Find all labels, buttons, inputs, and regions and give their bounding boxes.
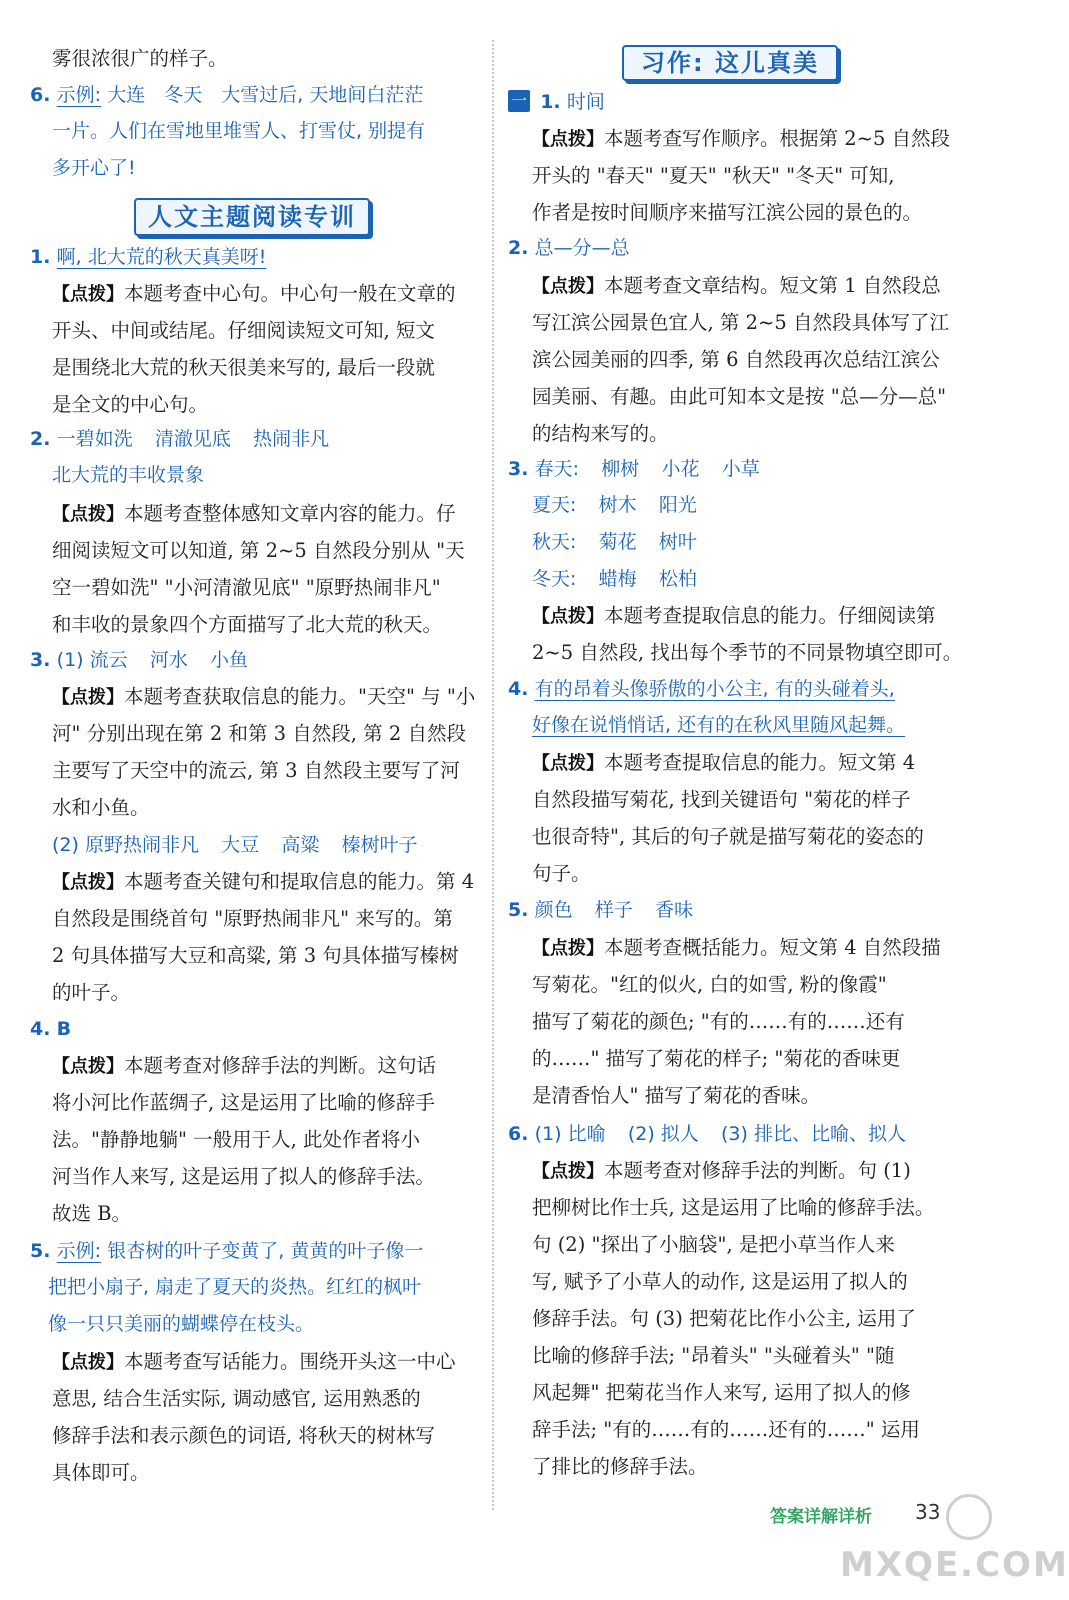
tip-2-line2: 细阅读短文可以知道, 第 2~5 自然段分别从 "天 [52,539,465,562]
tip-3b-line3: 2 句具体描写大豆和高粱, 第 3 句具体描写榛树 [52,944,459,967]
tip-r6-line2: 把柳树比作士兵, 这是运用了比喻的修辞手法。 [532,1196,935,1219]
tip-r6-line4: 写, 赋予了小草人的动作, 这是运用了拟人的 [532,1270,908,1293]
tip-r3-line2: 2~5 自然段, 找出每个季节的不同景物填空即可。 [532,641,963,664]
watermark-text: MXQE.COM [840,1545,1069,1585]
answer-r3-winter: 冬天: 蜡梅 松柏 [532,568,697,590]
tip-3a-line4: 水和小鱼。 [52,796,150,819]
answer-4: 4. B [30,1018,72,1040]
tip-r4-line1: 【点拨】本题考查提取信息的能力。短文第 4 [532,751,916,774]
answer-5: 5. 示例: 银杏树的叶子变黄了, 黄黄的叶子像一 [30,1240,424,1262]
tip-r5-line4: 的……" 描写了菊花的样子; "菊花的香味更 [532,1047,901,1070]
tip-2-line1: 【点拨】本题考查整体感知文章内容的能力。仔 [52,502,456,525]
tip-r6-line1: 【点拨】本题考查对修辞手法的判断。句 (1) [532,1159,911,1182]
answer-6-line3: 多开心了! [52,157,136,179]
column-divider [492,40,494,1510]
tip-r1-line1: 【点拨】本题考查写作顺序。根据第 2~5 自然段 [532,127,951,150]
tip-r6-line5: 修辞手法。句 (3) 把菊花比作小公主, 运用了 [532,1307,916,1330]
tip-3a-line2: 河" 分别出现在第 2 和第 3 自然段, 第 2 自然段 [52,722,466,745]
tip-r5-line1: 【点拨】本题考查概括能力。短文第 4 自然段描 [532,936,941,959]
tip-r5-line3: 描写了菊花的颜色; "有的……有的……还有 [532,1010,905,1033]
answer-r3-summer: 夏天: 树木 阳光 [532,494,697,516]
tip-r4-line4: 句子。 [532,862,591,885]
answer-1: 1. 啊, 北大荒的秋天真美呀! [30,246,267,268]
answer-r3-autumn: 秋天: 菊花 树叶 [532,531,697,553]
answer-6-line2: 一片。人们在雪地里堆雪人、打雪仗, 别提有 [52,120,426,142]
tip-r2-line3: 滨公园美丽的四季, 第 6 自然段再次总结江滨公 [532,348,940,371]
tip-3b-line4: 的叶子。 [52,981,131,1004]
tip-2-line3: 空一碧如洗" "小河清澈见底" "原野热闹非凡" [52,576,441,599]
answer-r6: 6. (1) 比喻 (2) 拟人 (3) 排比、比喻、拟人 [508,1123,906,1145]
tip-r2-line2: 写江滨公园景色宜人, 第 2~5 自然段具体写了江 [532,311,949,334]
part-one-badge: 一 [508,90,530,112]
tip-3a-line3: 主要写了天空中的流云, 第 3 自然段主要写了河 [52,759,460,782]
tip-5-line3: 修辞手法和表示颜色的词语, 将秋天的树林写 [52,1424,435,1447]
tip-r5-line5: 是清香怡人" 描写了菊花的香味。 [532,1084,821,1107]
tip-3a-line1: 【点拨】本题考查获取信息的能力。"天空" 与 "小 [52,685,476,708]
tip-4-line1: 【点拨】本题考查对修辞手法的判断。这句话 [52,1054,437,1077]
answer-r1: 一 1. 时间 [508,83,966,120]
tip-r5-line2: 写菊花。"红的似火, 白的如雪, 粉的像霞" [532,973,887,996]
footer-label: 答案详解详析 [770,1507,872,1527]
answer-r2: 2. 总—分—总 [508,237,630,259]
answer-r4: 4. 有的昂着头像骄傲的小公主, 有的头碰着头, [508,678,895,700]
tip-r6-line7: 风起舞" 把菊花当作人来写, 运用了拟人的修 [532,1381,911,1404]
tip-4-line2: 将小河比作蓝绸子, 这是运用了比喻的修辞手 [52,1091,435,1114]
answer-3-part2: (2) 原野热闹非凡 大豆 高粱 榛树叶子 [52,834,418,856]
answer-5-line3: 像一只只美丽的蝴蝶停在枝头。 [48,1313,315,1335]
tip-4-line3: 法。"静静地躺" 一般用于人, 此处作者将小 [52,1128,421,1151]
tip-1-line2: 开头、中间或结尾。仔细阅读短文可知, 短文 [52,319,435,342]
page-footer [770,1494,1010,1534]
section-title-reading: 人文主题阅读专训 [134,198,370,236]
tip-r4-line2: 自然段描写菊花, 找到关键语句 "菊花的样子 [532,788,911,811]
tip-5-line2: 意思, 结合生活实际, 调动感官, 运用熟悉的 [52,1387,421,1410]
answer-5-line2: 把把小扇子, 扇走了夏天的炎热。红红的枫叶 [48,1276,422,1298]
tip-r6-line8: 辞手法; "有的……有的……还有的……" 运用 [532,1418,920,1441]
answer-2-line2: 北大荒的丰收景象 [52,464,205,486]
tip-3b-line1: 【点拨】本题考查关键句和提取信息的能力。第 4 [52,870,475,893]
answer-r3-spring: 3. 春天: 柳树 小花 小草 [508,458,760,480]
prev-text: 雾很浓很广的样子。 [52,47,228,70]
tip-r2-line1: 【点拨】本题考查文章结构。短文第 1 自然段总 [532,274,941,297]
tip-5-line1: 【点拨】本题考查写话能力。围绕开头这一中心 [52,1350,456,1373]
tip-1-line3: 是围绕北大荒的秋天很美来写的, 最后一段就 [52,356,435,379]
tip-r6-line3: 句 (2) "探出了小脑袋", 是把小草当作人来 [532,1233,895,1256]
tip-1-line1: 【点拨】本题考查中心句。中心句一般在文章的 [52,282,456,305]
answer-2: 2. 一碧如洗 清澈见底 热闹非凡 [30,428,330,450]
tip-4-line5: 故选 B。 [52,1202,132,1225]
tip-2-line4: 和丰收的景象四个方面描写了北大荒的秋天。 [52,613,443,636]
answer-6: 6. 示例: 大连 冬天 大雪过后, 天地间白茫茫 [30,84,424,106]
tip-r2-line5: 的结构来写的。 [532,422,669,445]
tip-r2-line4: 园美丽、有趣。由此可知本文是按 "总—分—总" [532,385,947,408]
page-number: 33 [915,1500,941,1524]
watermark-logo-icon [946,1494,992,1540]
tip-r6-line6: 比喻的修辞手法; "昂着头" "头碰着头" "随 [532,1344,895,1367]
tip-r3-line1: 【点拨】本题考查提取信息的能力。仔细阅读第 [532,604,936,627]
tip-1-line4: 是全文的中心句。 [52,393,209,416]
tip-r6-line9: 了排比的修辞手法。 [532,1455,708,1478]
section-title-writing: 习作: 这儿真美 [622,45,838,81]
tip-4-line4: 河当作人来写, 这是运用了拟人的修辞手法。 [52,1165,435,1188]
answer-3-part1: 3. (1) 流云 河水 小鱼 [30,649,249,671]
tip-r4-line3: 也很奇特", 其后的句子就是描写菊花的姿态的 [532,825,924,848]
tip-r1-line3: 作者是按时间顺序来描写江滨公园的景色的。 [532,201,923,224]
tip-5-line4: 具体即可。 [52,1461,150,1484]
tip-3b-line2: 自然段是围绕首句 "原野热闹非凡" 来写的。第 [52,907,453,930]
tip-r1-line2: 开头的 "春天" "夏天" "秋天" "冬天" 可知, [532,164,895,187]
answer-r5: 5. 颜色 样子 香味 [508,899,694,921]
answer-r4-line2: 好像在说悄悄话, 还有的在秋风里随风起舞。 [532,714,906,736]
